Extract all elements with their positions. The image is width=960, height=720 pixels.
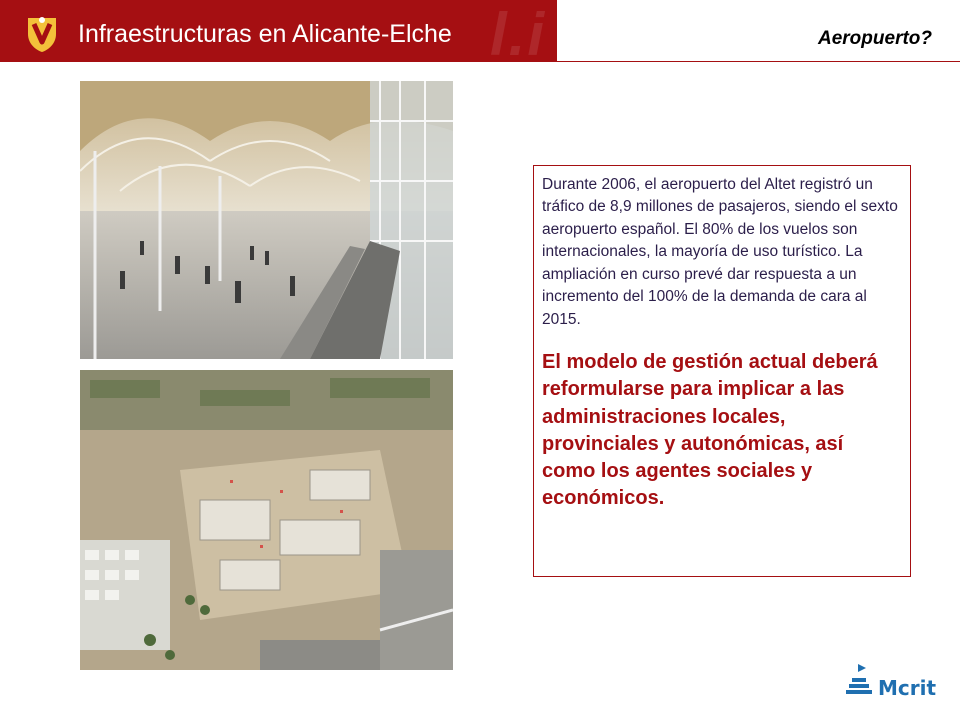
header-band bbox=[0, 0, 556, 62]
header-watermark: l.i bbox=[489, 1, 546, 62]
mcrit-brand: Mcrit bbox=[878, 676, 937, 700]
mcrit-logo bbox=[844, 662, 936, 700]
header-rule bbox=[556, 61, 960, 62]
description-paragraph: Durante 2006, el aeropuerto del Altet registró un tráfico de 8,9 millones de pasajeros, siendo el sexto aeropuerto español. El 80% de los vuelos son internacionales, la mayoría de uso turístico. La ampliación en curso prevé dar respuesta a un incremento del 100% de la demanda de cara al 2015. bbox=[542, 176, 898, 328]
airport-aerial-construction-photo bbox=[80, 370, 453, 670]
mcrit-pyramid-icon bbox=[844, 662, 878, 700]
page-title: Infraestructuras en Alicante-Elche bbox=[78, 20, 452, 48]
terminal-interior-photo bbox=[80, 81, 453, 359]
description-box bbox=[533, 165, 911, 577]
header-divider bbox=[556, 0, 557, 62]
highlight-paragraph: El modelo de gestión actual deberá reformularse para implicar a las administraciones locales, provinciales y autonómicas, así como los agentes sociales y económicos. bbox=[542, 351, 878, 510]
shield-v-icon bbox=[24, 14, 60, 54]
section-label: Aeropuerto? bbox=[818, 28, 932, 49]
